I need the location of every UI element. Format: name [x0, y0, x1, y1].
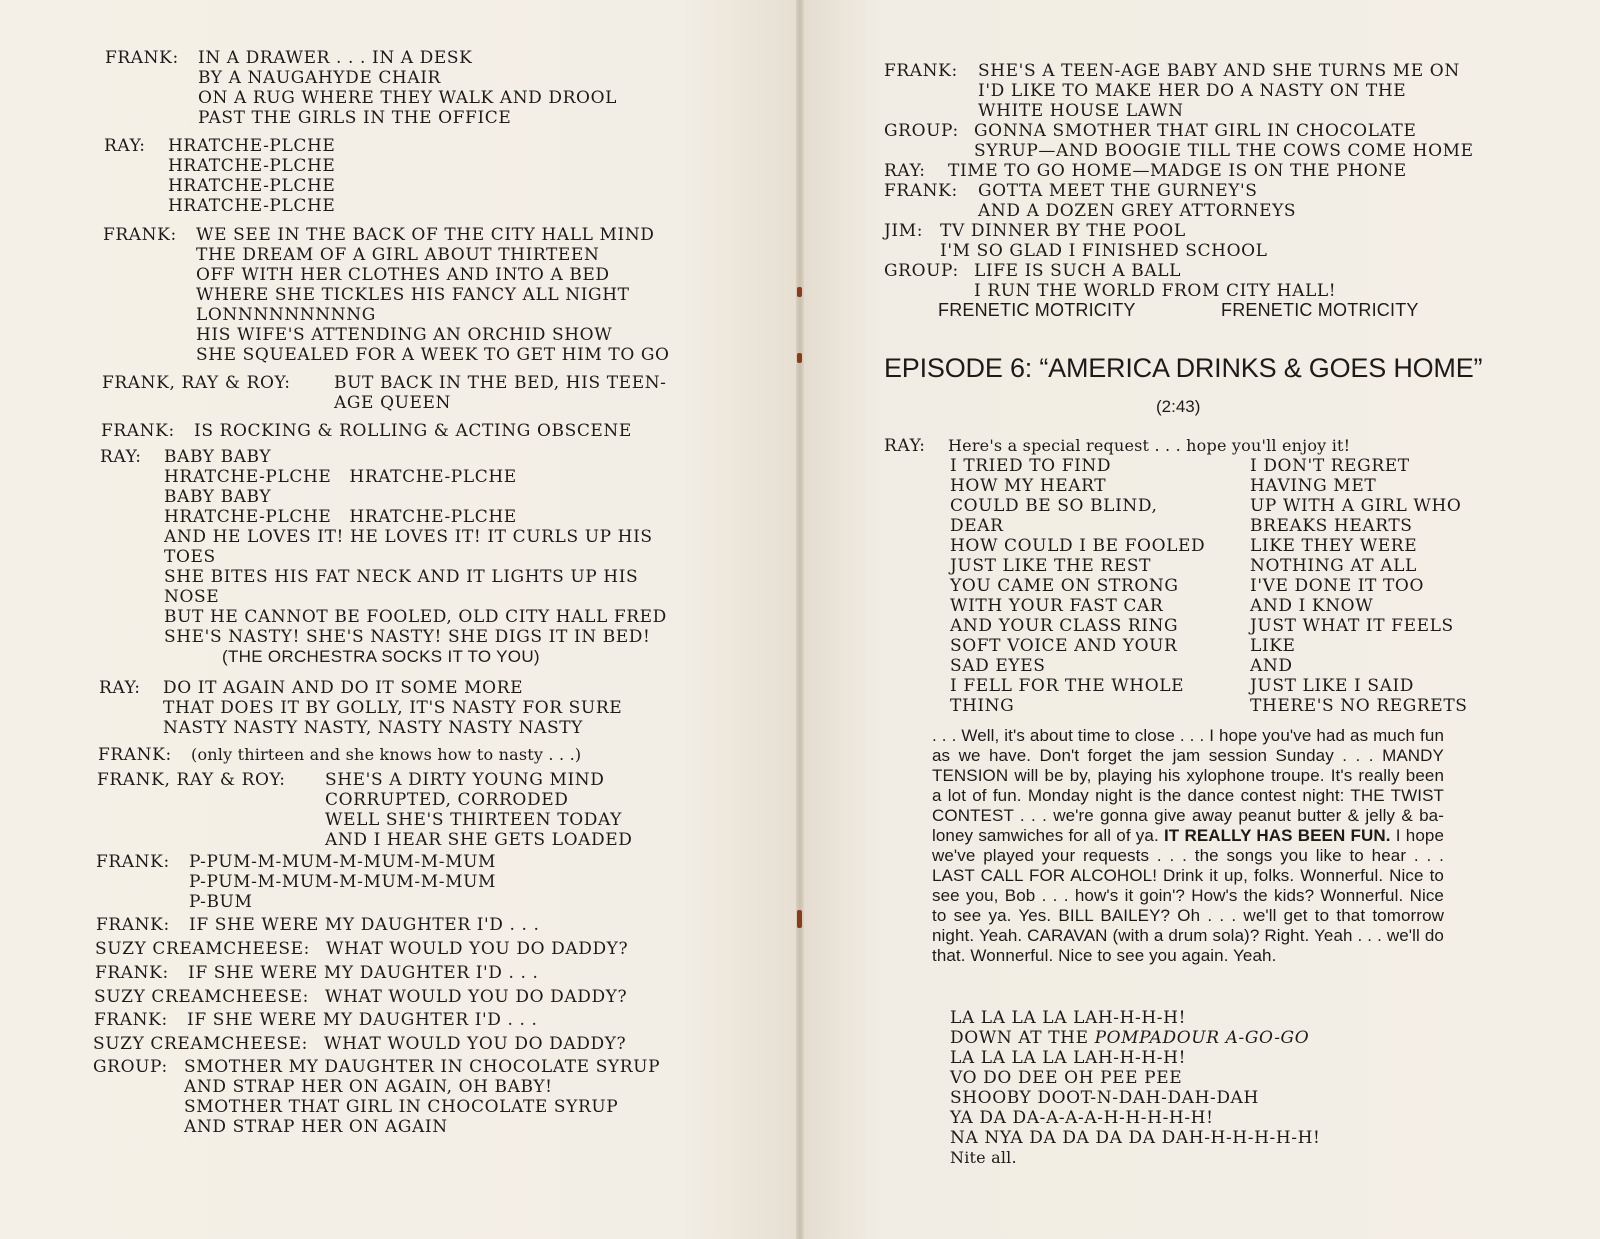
lyric-line: [950, 1028, 1320, 1048]
monologue-emphasis: IT REALLY HAS BEEN FUN.: [1163, 826, 1391, 845]
lyric-line: YA DA DA-A-A-A-H-H-H-H-H!: [950, 1108, 1214, 1128]
lyric-line: SHE'S NASTY! SHE'S NASTY! SHE DIGS IT IN BED!: [164, 627, 651, 647]
lyric-line: JUST LIKE THE REST: [950, 556, 1152, 576]
lyric-line: BUT HE CANNOT BE FOOLED, OLD CITY HALL FRED: [164, 607, 667, 627]
lyric-line: AND STRAP HER ON AGAIN, OH BABY!: [184, 1077, 553, 1097]
monologue-part-1: . . . Well, it's about time to close . . . I hope you've had as much fun as we have. Don't forget the jam session Sunday . . . MANDY TENSION will be by, playing his xylophone troupe. It's really been a lot of fun. Monday night is the dance contest night: THE TWIST CONTEST . . . we're gonna give away peanut butter & jelly & ba-loney samwiches for all of ya.: [932, 726, 1444, 845]
song-column-2: [1250, 456, 1468, 716]
lyric-line: IN A DRAWER . . . IN A DESK: [198, 48, 473, 68]
lyric-line: TIME TO GO HOME—MADGE IS ON THE PHONE: [948, 161, 1407, 181]
lyric-block: [884, 181, 1296, 221]
lyric-block: [884, 261, 1336, 301]
lyric-line: SAD EYES: [950, 656, 1046, 676]
lyric-block: [884, 61, 1460, 121]
ray-intro: [884, 436, 1350, 456]
lyric-line: HRATCHE-PLCHE: [168, 196, 336, 216]
lyric-line: P-PUM-M-MUM-M-MUM-M-MUM: [189, 852, 497, 872]
lyric-line: AND YOUR CLASS RING: [950, 616, 1179, 636]
lyric-block: [99, 678, 622, 738]
lyric-line: WHITE HOUSE LAWN: [978, 101, 1184, 121]
lyric-line: ON A RUG WHERE THEY WALK AND DROOL: [198, 88, 618, 108]
lyric-block: [103, 225, 670, 365]
lyric-line: I TRIED TO FIND: [950, 456, 1112, 476]
lyric-line: I'D LIKE TO MAKE HER DO A NASTY ON THE: [978, 81, 1407, 101]
lyric-line: WITH YOUR FAST CAR: [950, 596, 1164, 616]
lyric-line: IF SHE WERE MY DAUGHTER I'D . . .: [188, 963, 539, 983]
speaker-label: FRANK:: [96, 915, 170, 935]
lyric-line: COULD BE SO BLIND,: [950, 496, 1158, 516]
lyric-line: WHERE SHE TICKLES HIS FANCY ALL NIGHT: [196, 285, 630, 305]
lyric-line: NOSE: [164, 587, 220, 607]
lyric-line: SYRUP—AND BOOGIE TILL THE COWS COME HOME: [974, 141, 1474, 161]
staple-mark: [797, 287, 802, 297]
lyric-line: THING: [950, 696, 1015, 716]
speaker-label: FRANK, RAY & ROY:: [97, 770, 286, 790]
song-column-1: [950, 456, 1205, 716]
lyric-line: HAVING MET: [1250, 476, 1377, 496]
lyric-block: [97, 770, 632, 850]
staple-mark: [797, 910, 802, 928]
lyric-line: BUT BACK IN THE BED, HIS TEEN-: [334, 373, 667, 393]
lyric-line: THAT DOES IT BY GOLLY, IT'S NASTY FOR SURE: [163, 698, 623, 718]
speaker-label: RAY:: [104, 136, 146, 156]
closing-monologue: [932, 726, 1444, 966]
lyric-line: WHAT WOULD YOU DO DADDY?: [324, 1034, 627, 1054]
speaker-label: SUZY CREAMCHEESE:: [95, 939, 310, 959]
book-gutter: [796, 0, 804, 1239]
lyric-block: [884, 221, 1268, 261]
lyric-line: HRATCHE-PLCHE: [168, 176, 336, 196]
lyric-line: I'VE DONE IT TOO: [1250, 576, 1425, 596]
lyric-line: JUST WHAT IT FEELS: [1250, 616, 1454, 636]
lyric-block: [98, 745, 581, 765]
speaker-label: SUZY CREAMCHEESE:: [94, 987, 309, 1007]
lyric-line: IF SHE WERE MY DAUGHTER I'D . . .: [189, 915, 540, 935]
lyric-block: [100, 447, 667, 667]
speaker-label: FRANK:: [96, 852, 170, 872]
lyric-line: I DON'T REGRET: [1250, 456, 1410, 476]
lyric-line: THERE'S NO REGRETS: [1250, 696, 1468, 716]
speaker-label: RAY:: [884, 161, 926, 181]
lyric-line: SHE BITES HIS FAT NECK AND IT LIGHTS UP HIS: [164, 567, 639, 587]
frenetic-left: FRENETIC MOTRICITY: [938, 300, 1136, 320]
lyric-line: LIKE: [1250, 636, 1296, 656]
lyric-line: AND A DOZEN GREY ATTORNEYS: [978, 201, 1297, 221]
lyric-line: AND: [1250, 656, 1293, 676]
lyric-line: AND I KNOW: [1250, 596, 1374, 616]
lyric-line-part: DOWN AT THE: [950, 1028, 1095, 1048]
lyric-line: DEAR: [950, 516, 1004, 536]
speaker-label: SUZY CREAMCHEESE:: [93, 1034, 308, 1054]
lyric-block: [884, 161, 1407, 181]
lyric-line: WELL SHE'S THIRTEEN TODAY: [325, 810, 623, 830]
lyric-line: AND I HEAR SHE GETS LOADED: [325, 830, 633, 850]
lyric-block: [94, 987, 627, 1007]
lyric-line: LA LA LA LA LAH-H-H-H!: [950, 1008, 1187, 1028]
lyric-block: [96, 852, 496, 912]
staple-mark: [797, 353, 802, 363]
lyric-line: NA NYA DA DA DA DA DAH-H-H-H-H-H!: [950, 1128, 1321, 1148]
lyric-line: Here's a special request . . . hope you'll enjoy it!: [948, 436, 1351, 455]
lyric-line: SHE'S A TEEN-AGE BABY AND SHE TURNS ME ON: [978, 61, 1460, 81]
lyric-line: NASTY NASTY NASTY, NASTY NASTY NASTY: [163, 718, 583, 738]
lyric-line: SOFT VOICE AND YOUR: [950, 636, 1178, 656]
speaker-label: FRANK:: [103, 225, 177, 245]
lyric-line: (only thirteen and she knows how to nasty . . .): [191, 745, 582, 764]
speaker-label: FRANK:: [884, 61, 958, 81]
lyric-line: HRATCHE-PLCHE HRATCHE-PLCHE: [164, 507, 517, 527]
episode-duration: (2:43): [1156, 397, 1201, 416]
lyric-line: LIFE IS SUCH A BALL: [974, 261, 1182, 281]
speaker-label: FRANK:: [98, 745, 172, 765]
lyric-line: I FELL FOR THE WHOLE: [950, 676, 1185, 696]
lyric-line: I RUN THE WORLD FROM CITY HALL!: [974, 281, 1337, 301]
episode-title: EPISODE 6: “AMERICA DRINKS & GOES HOME”: [884, 353, 1483, 383]
lyric-line: PAST THE GIRLS IN THE OFFICE: [198, 108, 512, 128]
lyric-line: I'M SO GLAD I FINISHED SCHOOL: [940, 241, 1268, 261]
lyric-line: SHE SQUEALED FOR A WEEK TO GET HIM TO GO: [196, 345, 670, 365]
lyric-line: CORRUPTED, CORRODED: [325, 790, 569, 810]
lyric-line: NOTHING AT ALL: [1250, 556, 1417, 576]
speaker-label: FRANK, RAY & ROY:: [102, 373, 291, 393]
lyric-block: [102, 373, 667, 413]
lyric-block: [93, 1057, 660, 1137]
lyric-line: TV DINNER BY THE POOL: [940, 221, 1186, 241]
speaker-label: GROUP:: [93, 1057, 168, 1077]
lyric-line: OFF WITH HER CLOTHES AND INTO A BED: [196, 265, 610, 285]
sign-off: Nite all.: [950, 1148, 1017, 1167]
lyric-line: DO IT AGAIN AND DO IT SOME MORE: [163, 678, 524, 698]
lyric-line: WE SEE IN THE BACK OF THE CITY HALL MIND: [196, 225, 655, 245]
lyric-line: VO DO DEE OH PEE PEE: [950, 1068, 1183, 1088]
lyric-line: BABY BABY: [164, 487, 272, 507]
lyric-line: WHAT WOULD YOU DO DADDY?: [326, 939, 629, 959]
lyric-line: GONNA SMOTHER THAT GIRL IN CHOCOLATE: [974, 121, 1417, 141]
lyric-line: YOU CAME ON STRONG: [950, 576, 1179, 596]
outro-lyrics: [950, 1008, 1320, 1168]
lyric-block: [95, 963, 539, 983]
speaker-label: FRANK:: [95, 963, 169, 983]
lyric-line: AGE QUEEN: [334, 393, 452, 413]
lyric-block: [101, 421, 632, 441]
lyric-line: SHOOBY DOOT-N-DAH-DAH-DAH: [950, 1088, 1259, 1108]
lyric-line: HRATCHE-PLCHE HRATCHE-PLCHE: [164, 467, 517, 487]
lyric-block: [94, 1010, 538, 1030]
lyric-line: HRATCHE-PLCHE: [168, 136, 336, 156]
speaker-label: FRANK:: [884, 181, 958, 201]
lyric-line: P-PUM-M-MUM-M-MUM-M-MUM: [189, 872, 497, 892]
lyric-line: AND STRAP HER ON AGAIN: [184, 1117, 448, 1137]
lyric-line: WHAT WOULD YOU DO DADDY?: [325, 987, 628, 1007]
lyric-line: THE DREAM OF A GIRL ABOUT THIRTEEN: [196, 245, 600, 265]
speaker-label: RAY:: [99, 678, 141, 698]
lyric-block: [93, 1034, 626, 1054]
speaker-label: FRANK:: [94, 1010, 168, 1030]
frenetic-right: FRENETIC MOTRICITY: [1221, 300, 1419, 320]
lyric-line: GOTTA MEET THE GURNEY'S: [978, 181, 1258, 201]
monologue-part-2: I hope we've played your requests . . . the songs you like to hear . . . LAST CALL FOR ALCOHOL! Drink it up, folks. Wonnerful. Nice to see you, Bob . . . how's it goin'? How's the kids? Wonnerful. Nice to see ya. Yes. BILL BAILEY? Oh . . . we'll get to that tomorrow night. Yeah. CARAVAN (with a drum sola)? Right. Yeah . . . we'll do that. Wonnerful. Nice to see you again. Yeah.: [932, 826, 1445, 965]
lyric-block: [95, 939, 628, 959]
lyric-line: BY A NAUGAHYDE CHAIR: [198, 68, 441, 88]
lyric-line: P-BUM: [189, 892, 253, 912]
speaker-label: GROUP:: [884, 261, 959, 281]
venue-name: POMPADOUR A-GO-GO: [1094, 1028, 1310, 1048]
lyric-line: JUST LIKE I SAID: [1250, 676, 1415, 696]
speaker-label: JIM:: [884, 221, 924, 241]
lyric-line: TOES: [164, 547, 216, 567]
lyric-line: HRATCHE-PLCHE: [168, 156, 336, 176]
lyric-block: [884, 121, 1474, 161]
speaker-label: GROUP:: [884, 121, 959, 141]
lyric-line: BABY BABY: [164, 447, 272, 467]
speaker-label: FRANK:: [105, 48, 179, 68]
lyric-line: HOW MY HEART: [950, 476, 1107, 496]
lyric-line: BREAKS HEARTS: [1250, 516, 1413, 536]
lyric-block: [105, 48, 617, 128]
lyric-line: LA LA LA LA LAH-H-H-H!: [950, 1048, 1187, 1068]
lyric-block: [96, 915, 540, 935]
lyric-line: UP WITH A GIRL WHO: [1250, 496, 1462, 516]
speaker-label: FRANK:: [101, 421, 175, 441]
lyric-line: AND HE LOVES IT! HE LOVES IT! IT CURLS UP HIS: [164, 527, 653, 547]
lyric-line: SMOTHER MY DAUGHTER IN CHOCOLATE SYRUP: [184, 1057, 661, 1077]
lyric-line: SMOTHER THAT GIRL IN CHOCOLATE SYRUP: [184, 1097, 619, 1117]
lyric-line: LIKE THEY WERE: [1250, 536, 1418, 556]
lyric-line: HIS WIFE'S ATTENDING AN ORCHID SHOW: [196, 325, 613, 345]
lyric-line: IS ROCKING & ROLLING & ACTING OBSCENE: [194, 421, 632, 441]
speaker-label: RAY:: [884, 436, 926, 456]
lyric-line: HOW COULD I BE FOOLED: [950, 536, 1206, 556]
lyric-block: [104, 136, 335, 216]
stage-note: (THE ORCHESTRA SOCKS IT TO YOU): [222, 647, 540, 666]
lyric-line: IF SHE WERE MY DAUGHTER I'D . . .: [187, 1010, 538, 1030]
lyric-line: LONNNNNNNNNG: [196, 305, 376, 325]
speaker-label: RAY:: [100, 447, 142, 467]
lyric-line: SHE'S A DIRTY YOUNG MIND: [325, 770, 605, 790]
